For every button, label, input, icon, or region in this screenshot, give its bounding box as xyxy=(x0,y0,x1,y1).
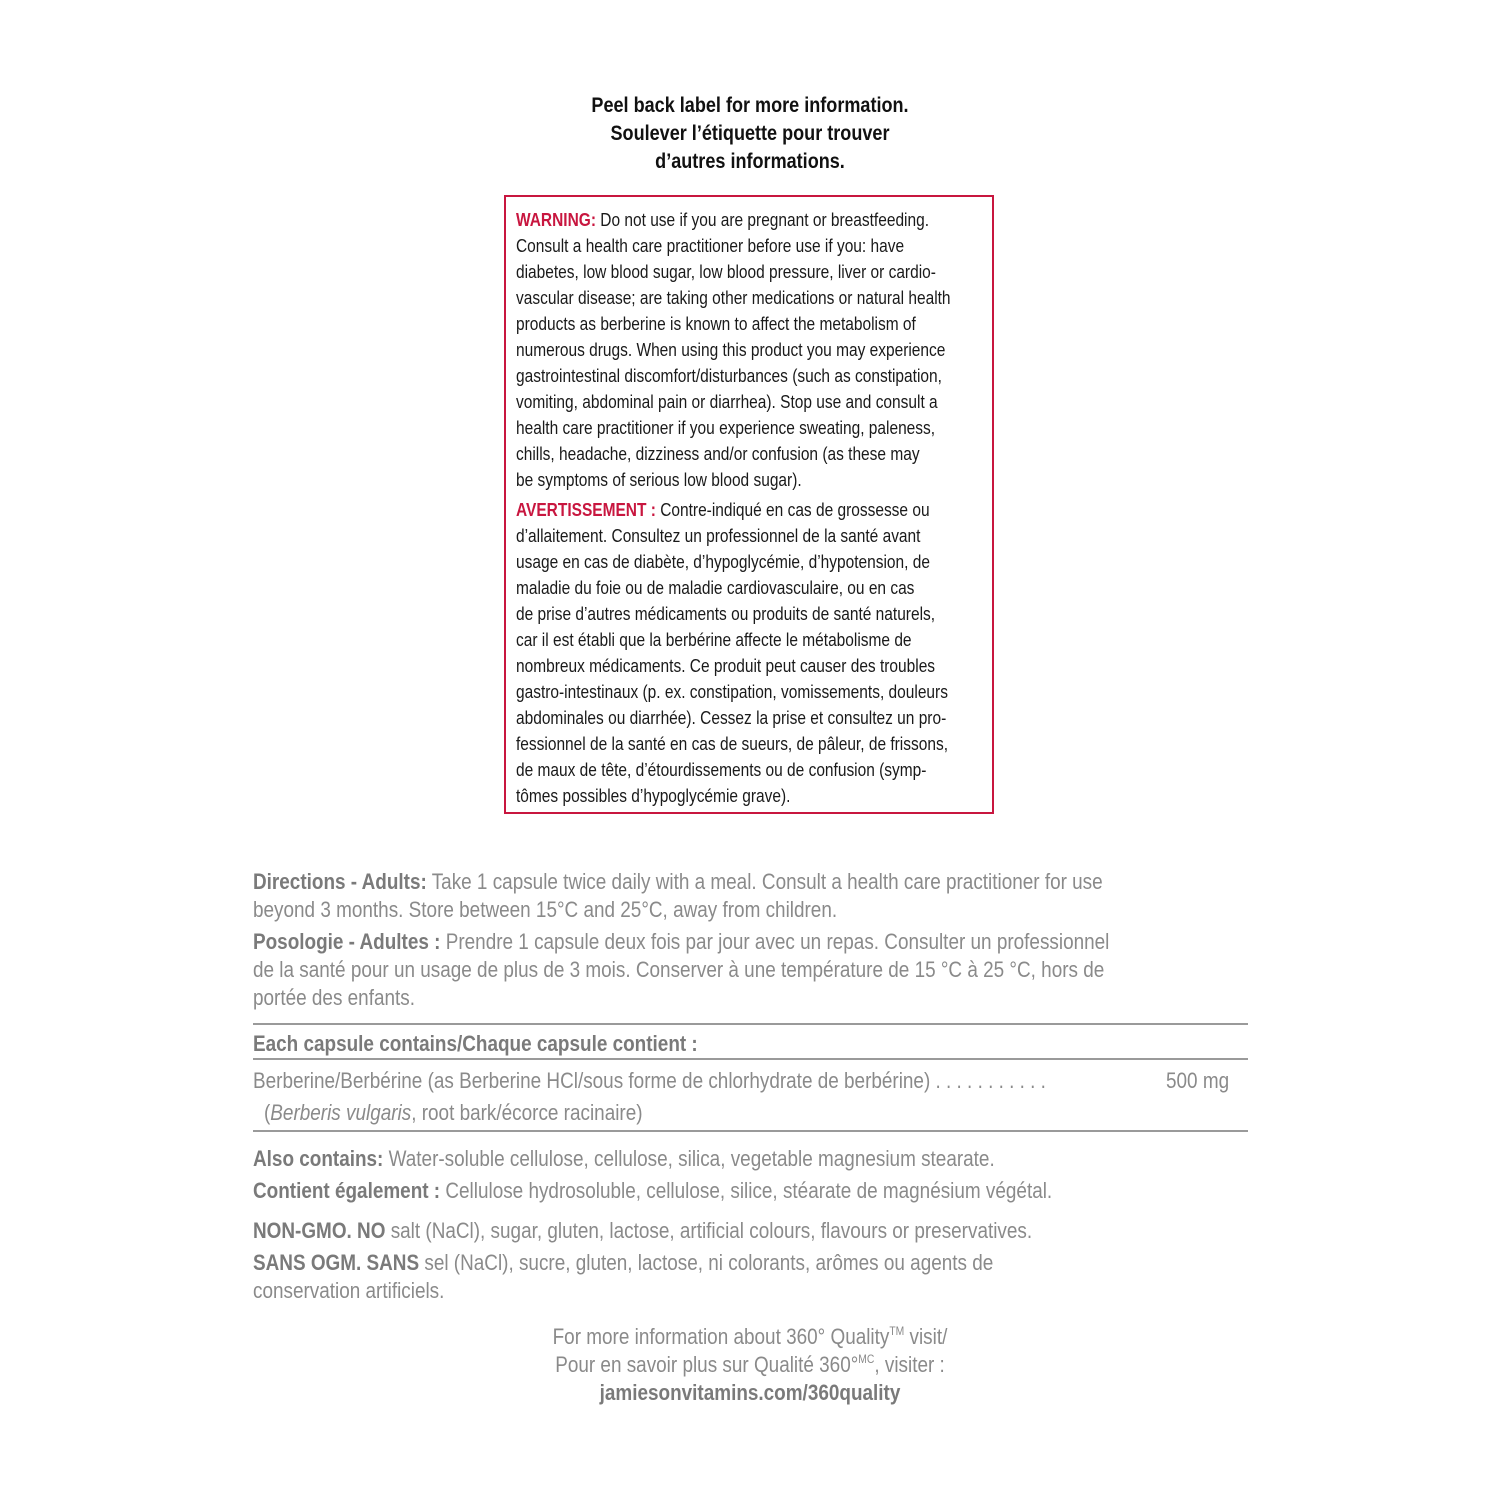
directions-fr-line2: de la santé pour un usage de plus de 3 mois. Conserver à une température de 15 °C à 25 °C, hors de xyxy=(253,957,1105,982)
leader-dots: . . . . . . . . . . . xyxy=(930,1068,1046,1093)
warning-line: WARNING: Do not use if you are pregnant or breastfeeding. xyxy=(516,210,930,230)
warning-line: car il est établi que la berbérine affecte le métabolisme de xyxy=(516,630,912,650)
warning-line: fessionnel de la santé en cas de sueurs, de pâleur, de frissons, xyxy=(516,734,948,754)
divider xyxy=(253,1023,1248,1025)
warning-line: AVERTISSEMENT : Contre-indiqué en cas de grossesse ou xyxy=(516,500,930,520)
claims-fr-line2: conservation artificiels. xyxy=(253,1278,445,1303)
warning-line: de prise d’autres médicaments ou produits de santé naturels, xyxy=(516,604,936,624)
warning-line: health care practitioner if you experience sweating, paleness, xyxy=(516,418,936,438)
footer-line-en: For more information about 360° Quality™ visit/ xyxy=(552,1324,948,1349)
ingredient-name: Berberine/Berbérine (as Berberine HCl/sous forme de chlorhydrate de berbérine) xyxy=(253,1068,931,1093)
ingredient-row xyxy=(253,1068,1046,1094)
quality-footer xyxy=(400,1323,1100,1407)
claims-fr: SANS OGM. SANS sel (NaCl), sucre, gluten, lactose, ni colorants, arômes ou agents de xyxy=(253,1250,994,1275)
divider xyxy=(253,1130,1248,1132)
also-contains-en: Also contains: Water-soluble cellulose, cellulose, silica, vegetable magnesium stearate. xyxy=(253,1146,995,1171)
warning-box xyxy=(504,195,994,814)
peel-notice-line: Soulever l’étiquette pour trouver xyxy=(610,122,890,145)
warning-line: Consult a health care practitioner before use if you: have xyxy=(516,236,905,256)
warning-line: nombreux médicaments. Ce produit peut causer des troubles xyxy=(516,656,936,676)
warning-line: maladie du foie ou de maladie cardiovasculaire, ou en cas xyxy=(516,578,915,598)
warning-line: numerous drugs. When using this product you may experience xyxy=(516,340,946,360)
warning-line: gastrointestinal discomfort/disturbances (such as constipation, xyxy=(516,366,942,386)
directions-fr-line3: portée des enfants. xyxy=(253,985,415,1010)
also-contains-fr: Contient également : Cellulose hydrosoluble, cellulose, silice, stéarate de magnésium végétal. xyxy=(253,1178,1053,1203)
warning-line: tômes possibles d’hypoglycémie grave). xyxy=(516,786,791,806)
directions-fr: Posologie - Adultes : Prendre 1 capsule deux fois par jour avec un repas. Consulter un professionnel xyxy=(253,929,1110,954)
warning-line: d’allaitement. Consultez un professionnel de la santé avant xyxy=(516,526,921,546)
warning-line: abdominales ou diarrhée). Cessez la prise et consultez un pro- xyxy=(516,708,947,728)
warning-line: vascular disease; are taking other medications or natural health xyxy=(516,288,951,308)
ingredient-amount: 500 mg xyxy=(1166,1068,1230,1093)
warning-line: de maux de tête, d’étourdissements ou de confusion (symp- xyxy=(516,760,927,780)
warning-line: diabetes, low blood sugar, low blood pressure, liver or cardio- xyxy=(516,262,936,282)
ingredients-header: Each capsule contains/Chaque capsule contient : xyxy=(253,1031,698,1056)
warning-line: products as berberine is known to affect the metabolism of xyxy=(516,314,916,334)
directions-fr-label: Posologie - Adultes : xyxy=(253,929,441,954)
warning-heading-en: WARNING: xyxy=(516,210,596,230)
warning-line: gastro-intestinaux (p. ex. constipation, vomissements, douleurs xyxy=(516,682,948,702)
peel-notice-line: Peel back label for more information. xyxy=(591,94,909,117)
divider xyxy=(253,1058,1248,1060)
warning-line: be symptoms of serious low blood sugar). xyxy=(516,470,802,490)
website-url[interactable]: jamiesonvitamins.com/360quality xyxy=(599,1380,901,1405)
peel-back-notice xyxy=(400,92,1100,176)
warning-line: chills, headache, dizziness and/or confusion (as these may xyxy=(516,444,920,464)
warning-line: usage en cas de diabète, d’hypoglycémie, d’hypotension, de xyxy=(516,552,930,572)
peel-notice-line: d’autres informations. xyxy=(655,150,845,173)
directions-en: Directions - Adults: Take 1 capsule twice daily with a meal. Consult a health care practitioner for use xyxy=(253,869,1103,894)
claims-en: NON-GMO. NO salt (NaCl), sugar, gluten, lactose, artificial colours, flavours or preservatives. xyxy=(253,1218,1033,1243)
ingredient-source: (Berberis vulgaris, root bark/écorce racinaire) xyxy=(264,1100,643,1125)
latin-name: Berberis vulgaris xyxy=(270,1100,412,1125)
footer-line-fr: Pour en savoir plus sur Qualité 360°$^{MC}$, visiter : xyxy=(555,1352,945,1377)
warning-heading-fr: AVERTISSEMENT : xyxy=(516,500,656,520)
warning-line: vomiting, abdominal pain or diarrhea). Stop use and consult a xyxy=(516,392,938,412)
directions-en-line2: beyond 3 months. Store between 15°C and 25°C, away from children. xyxy=(253,897,838,922)
directions-en-label: Directions - Adults: xyxy=(253,869,427,894)
